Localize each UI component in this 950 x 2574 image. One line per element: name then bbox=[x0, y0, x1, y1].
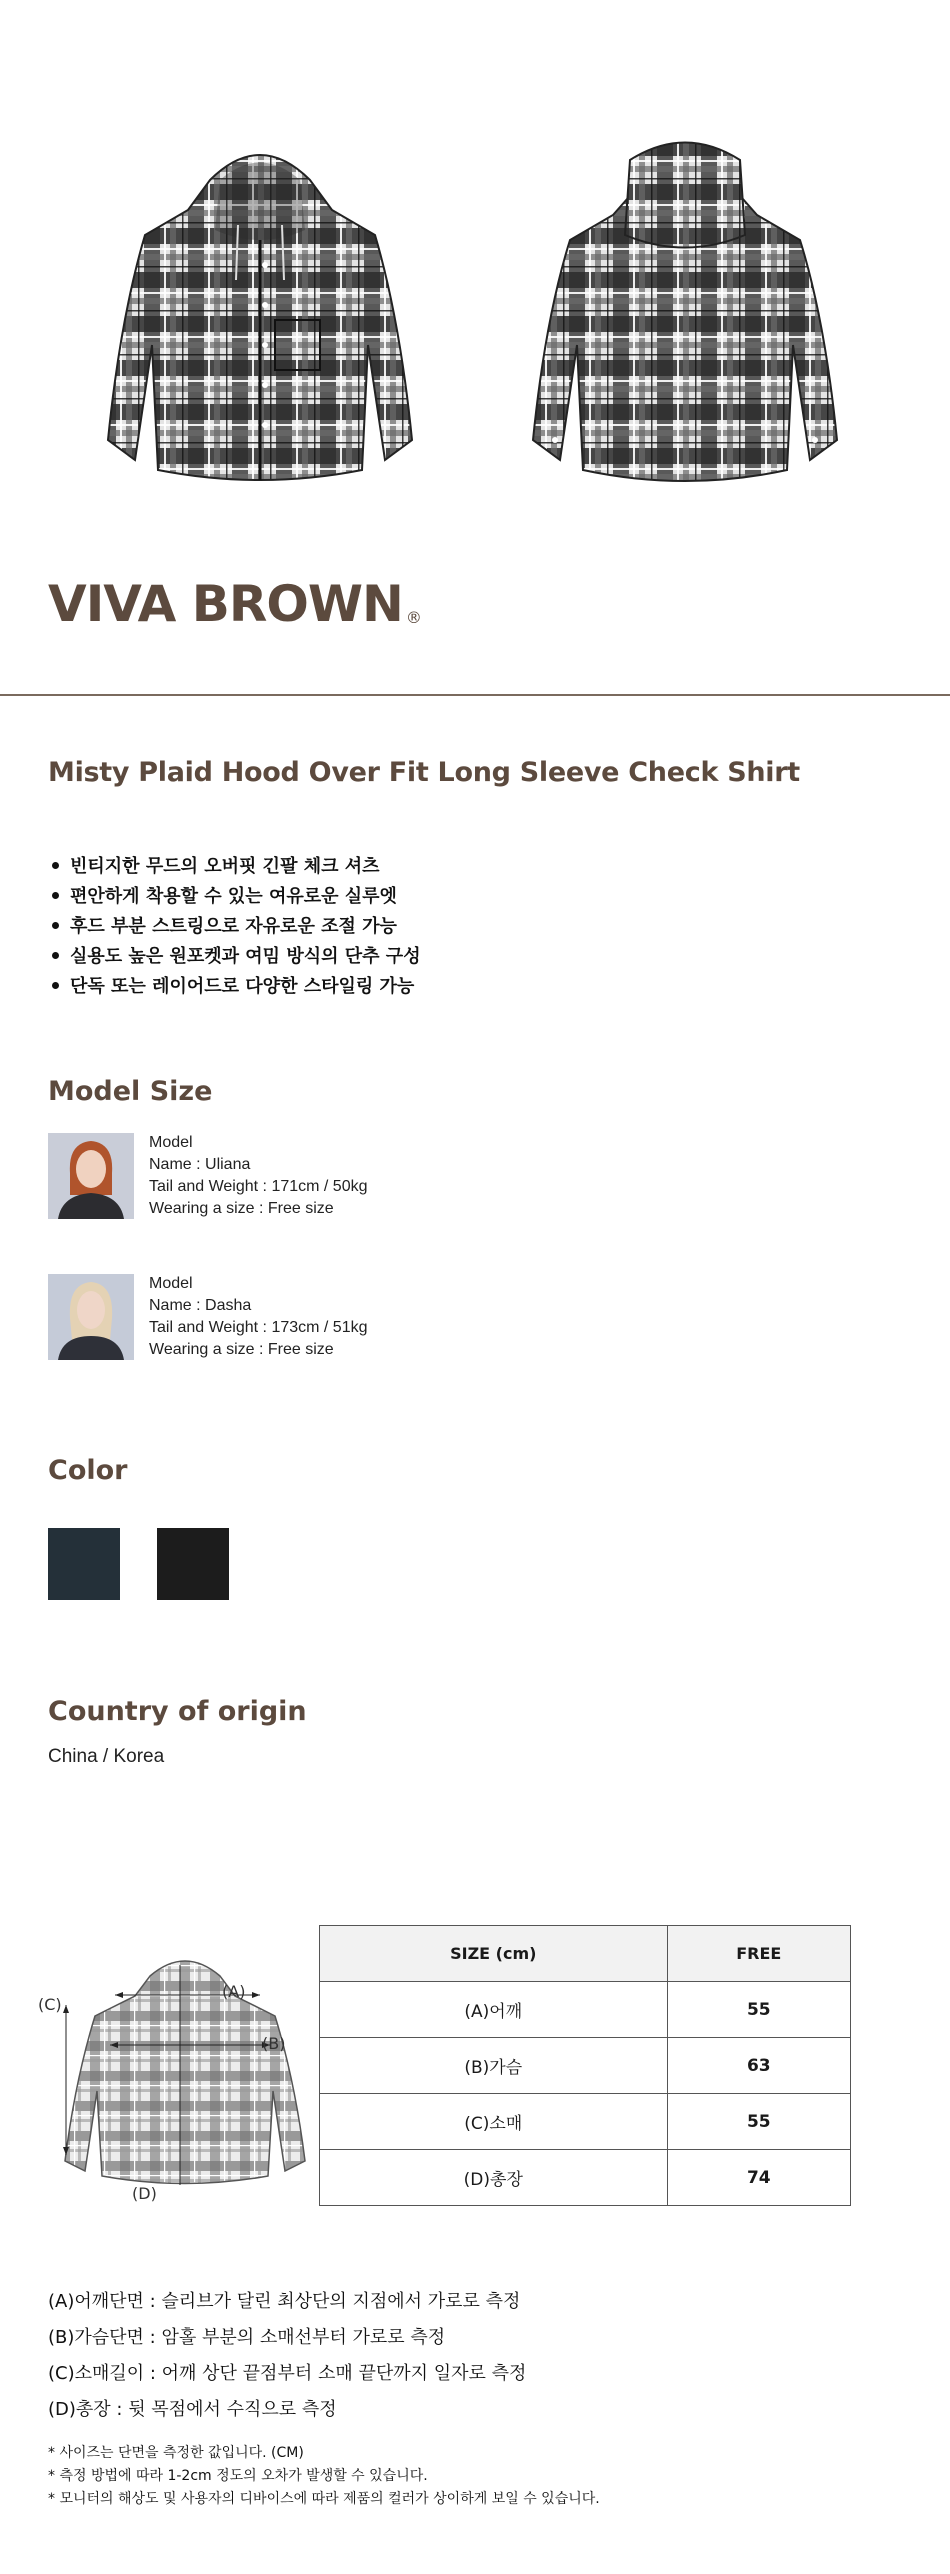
table-row bbox=[320, 2038, 851, 2094]
row-label: (A)어깨 bbox=[320, 1982, 668, 2038]
feature-item: 빈티지한 무드의 오버핏 긴팔 체크 셔츠 bbox=[48, 852, 421, 882]
measure-line: (D)총장 : 뒷 목점에서 수직으로 측정 bbox=[48, 2399, 337, 2420]
model-info-dasha: Model Name : Dasha Tail and Weight : 173cm / 51kg Wearing a size : Free size bbox=[149, 1275, 368, 1358]
note-line: * 측정 방법에 따라 1-2cm 정도의 오차가 발생할 수 있습니다. bbox=[48, 2468, 428, 2484]
row-value: 55 bbox=[667, 2094, 850, 2150]
measure-line: (B)가슴단면 : 암홀 부분의 소매선부터 가로로 측정 bbox=[48, 2327, 446, 2348]
table-row bbox=[320, 2150, 851, 2206]
size-table bbox=[319, 1925, 851, 2206]
note-line: * 모니터의 해상도 및 사용자의 디바이스에 따라 제품의 컬러가 상이하게 보일 수 있습니다. bbox=[48, 2491, 600, 2507]
diagram-label-d: (D) bbox=[132, 2184, 157, 2203]
color-swatch-black bbox=[157, 1528, 229, 1600]
row-value: 55 bbox=[667, 1982, 850, 2038]
measure-guide bbox=[48, 2284, 526, 2428]
feature-item: 단독 또는 레이어드로 다양한 스타일링 가능 bbox=[48, 972, 421, 1002]
brand-name: VIVA BROWN bbox=[48, 575, 403, 633]
row-label: (B)가슴 bbox=[320, 2038, 668, 2094]
bullet-icon bbox=[52, 982, 59, 989]
size-header: SIZE (cm) bbox=[320, 1926, 668, 1982]
size-diagram bbox=[30, 1935, 310, 2215]
measure-line: (A)어깨단면 : 슬리브가 달린 최상단의 지점에서 가로로 측정 bbox=[48, 2291, 521, 2312]
feature-item: 실용도 높은 원포켓과 여밈 방식의 단추 구성 bbox=[48, 942, 421, 972]
table-row bbox=[320, 1982, 851, 2038]
model-size-heading: Model Size bbox=[48, 1076, 213, 1107]
notes bbox=[48, 2442, 600, 2511]
bullet-icon bbox=[52, 952, 59, 959]
bullet-icon bbox=[52, 892, 59, 899]
row-label: (D)총장 bbox=[320, 2150, 668, 2206]
section-divider bbox=[0, 694, 950, 696]
bullet-icon bbox=[52, 862, 59, 869]
feature-list bbox=[48, 852, 421, 1002]
bullet-icon bbox=[52, 922, 59, 929]
row-label: (C)소매 bbox=[320, 2094, 668, 2150]
diagram-label-a: (A) bbox=[222, 1982, 246, 2001]
model-photo-dasha bbox=[48, 1274, 134, 1360]
free-header: FREE bbox=[667, 1926, 850, 1982]
note-line: * 사이즈는 단면을 측정한 값입니다. (CM) bbox=[48, 2445, 304, 2461]
diagram-label-b: (B) bbox=[262, 2034, 286, 2053]
size-table-header bbox=[320, 1926, 851, 1982]
feature-item: 후드 부분 스트링으로 자유로운 조절 가능 bbox=[48, 912, 421, 942]
diagram-label-c: (C) bbox=[38, 1995, 62, 2014]
product-title: Misty Plaid Hood Over Fit Long Sleeve Check Shirt bbox=[48, 757, 800, 788]
color-heading: Color bbox=[48, 1455, 128, 1486]
feature-item: 편안하게 착용할 수 있는 여유로운 실루엣 bbox=[48, 882, 421, 912]
row-value: 74 bbox=[667, 2150, 850, 2206]
color-swatch-navy bbox=[48, 1528, 120, 1600]
row-value: 63 bbox=[667, 2038, 850, 2094]
origin-heading: Country of origin bbox=[48, 1696, 307, 1727]
model-info-uliana: Model Name : Uliana Tail and Weight : 171cm / 50kg Wearing a size : Free size bbox=[149, 1134, 368, 1217]
table-row bbox=[320, 2094, 851, 2150]
product-photo-front bbox=[100, 140, 420, 520]
product-photo-back bbox=[525, 140, 845, 520]
origin-value: China / Korea bbox=[48, 1746, 165, 1767]
model-photo-uliana bbox=[48, 1133, 134, 1219]
registered-mark: ® bbox=[405, 608, 421, 627]
brand-logo bbox=[48, 575, 421, 633]
measure-line: (C)소매길이 : 어깨 상단 끝점부터 소매 끝단까지 일자로 측정 bbox=[48, 2363, 527, 2384]
